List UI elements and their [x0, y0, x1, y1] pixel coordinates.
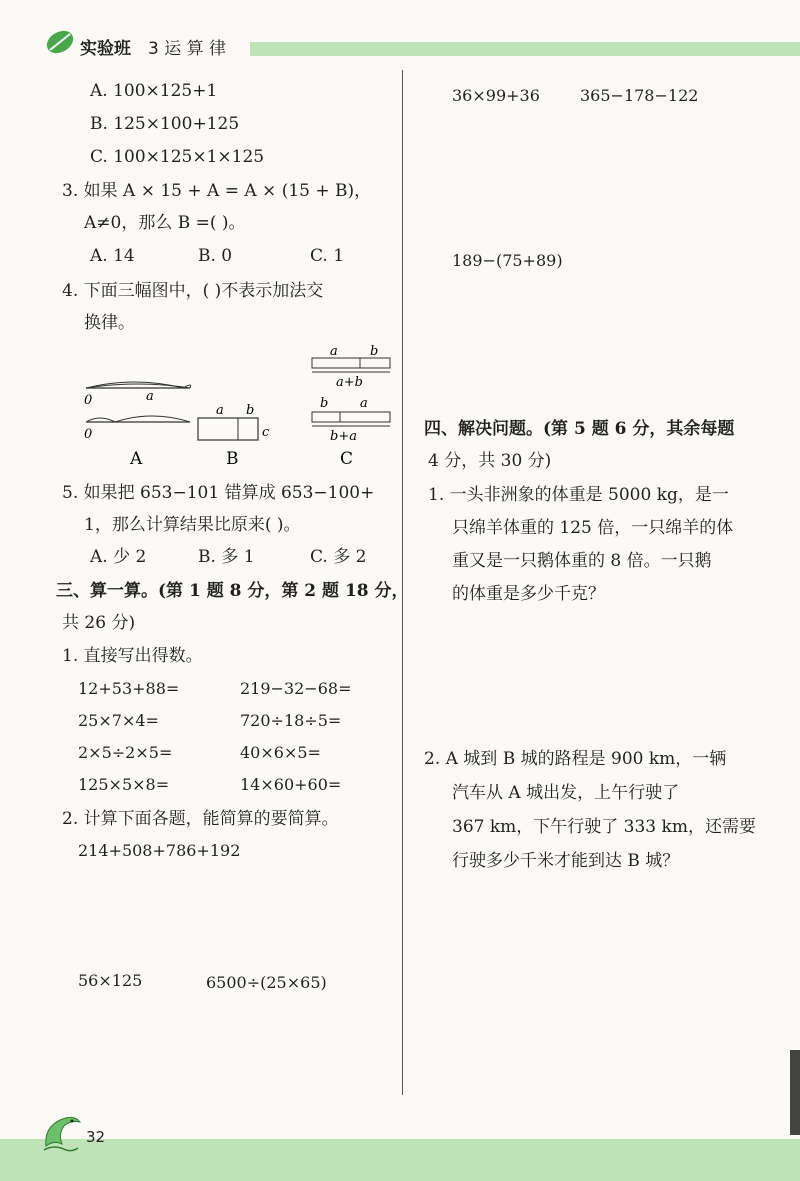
fig-label-a: A	[130, 449, 143, 469]
figure-b	[198, 418, 258, 440]
direct-r3c1: 2×5÷2×5=	[78, 743, 173, 762]
figures-diagram	[80, 340, 400, 475]
calc-5: 365−178−122	[580, 86, 699, 105]
problem2-line1: 2. A 城到 B 城的路程是 900 km，一辆	[424, 749, 727, 769]
header-chapter: 3 运 算 律	[148, 39, 227, 59]
fig-a-zero-bottom: 0	[84, 427, 93, 442]
calc-6: 189−(75+89)	[452, 251, 563, 270]
q5-option-b: B. 多 1	[198, 547, 255, 567]
q3-option-c: C. 1	[310, 246, 345, 266]
page-number: 32	[86, 1128, 106, 1146]
fig-c-bottom-b: b	[320, 396, 329, 411]
problem2-line3: 367 km，下午行驶了 333 km，还需要	[452, 817, 756, 837]
q2-option-c: C. 100×125×1×125	[90, 147, 265, 167]
fig-b-label-c: c	[262, 425, 270, 440]
calc-3: 6500÷(25×65)	[206, 973, 327, 992]
calc-4: 36×99+36	[452, 86, 540, 105]
fig-c-top-a: a	[330, 344, 338, 359]
page-edge-mark	[790, 1050, 800, 1135]
section4-heading-line2: 4 分，共 30 分)	[428, 451, 552, 471]
fig-c-top-b: b	[370, 344, 379, 359]
fig-b-label-a: a	[216, 403, 224, 418]
section3-heading-line1: 三、算一算。(第 1 题 8 分，第 2 题 18 分，	[56, 581, 409, 601]
figure-a	[86, 382, 191, 422]
header-band	[250, 42, 800, 56]
section4-heading-line1: 四、解决问题。(第 5 题 6 分，其余每题	[424, 419, 735, 439]
q4-line1: 4. 下面三幅图中，( )不表示加法交	[62, 281, 324, 301]
figure-c	[312, 358, 390, 426]
direct-r1c1: 12+53+88=	[78, 679, 180, 698]
calc-1: 214+508+786+192	[78, 841, 241, 860]
direct-r4c2: 14×60+60=	[240, 775, 342, 794]
direct-r4c1: 125×5×8=	[78, 775, 170, 794]
q3-line1: 3. 如果 A × 15 + A = A × (15 + B)，	[62, 181, 372, 201]
fig-a-zero-top: 0	[84, 393, 93, 408]
footer-band	[0, 1139, 800, 1181]
problem1-line4: 的体重是多少千克？	[452, 584, 605, 604]
q3-line2: A≠0，那么 B =( )。	[84, 213, 246, 233]
problem2-line2: 汽车从 A 城出发，上午行驶了	[452, 783, 680, 803]
problem1-line1: 1. 一头非洲象的体重是 5000 kg，是一	[428, 485, 729, 505]
q5-line1: 5. 如果把 653−101 错算成 653−100+	[62, 483, 375, 503]
s3-q2: 2. 计算下面各题，能简算的要简算。	[62, 809, 339, 829]
header-brand: 实验班	[80, 39, 131, 59]
fig-c-top-sum: a+b	[336, 375, 363, 390]
fig-a-label-a-top: a	[146, 389, 154, 404]
direct-r1c2: 219−32−68=	[240, 679, 352, 698]
fig-label-b: B	[226, 449, 239, 469]
q5-option-c: C. 多 2	[310, 547, 367, 567]
fig-label-c: C	[340, 449, 354, 469]
fig-b-label-b: b	[246, 403, 255, 418]
direct-r2c2: 720÷18÷5=	[240, 711, 342, 730]
section3-heading-line2: 共 26 分)	[62, 613, 136, 633]
fig-c-bottom-a: a	[360, 396, 368, 411]
dolphin-icon	[40, 1110, 84, 1154]
q3-option-b: B. 0	[198, 246, 233, 266]
leaf-logo-icon	[44, 28, 76, 56]
q2-option-a: A. 100×125+1	[90, 81, 218, 101]
q4-line2: 换律。	[84, 313, 135, 333]
direct-r2c1: 25×7×4=	[78, 711, 159, 730]
q2-option-b: B. 125×100+125	[90, 114, 240, 134]
fig-c-bottom-sum: b+a	[330, 429, 357, 444]
direct-r3c2: 40×6×5=	[240, 743, 321, 762]
q5-option-a: A. 少 2	[90, 547, 147, 567]
calc-2: 56×125	[78, 971, 143, 990]
problem1-line2: 只绵羊体重的 125 倍，一只绵羊的体	[452, 518, 734, 538]
s3-q1: 1. 直接写出得数。	[62, 646, 203, 666]
problem2-line4: 行驶多少千米才能到达 B 城？	[452, 851, 680, 871]
q5-line2: 1，那么计算结果比原来( )。	[84, 515, 301, 535]
problem1-line3: 重又是一只鹅体重的 8 倍。一只鹅	[452, 551, 712, 571]
q3-option-a: A. 14	[90, 246, 135, 266]
